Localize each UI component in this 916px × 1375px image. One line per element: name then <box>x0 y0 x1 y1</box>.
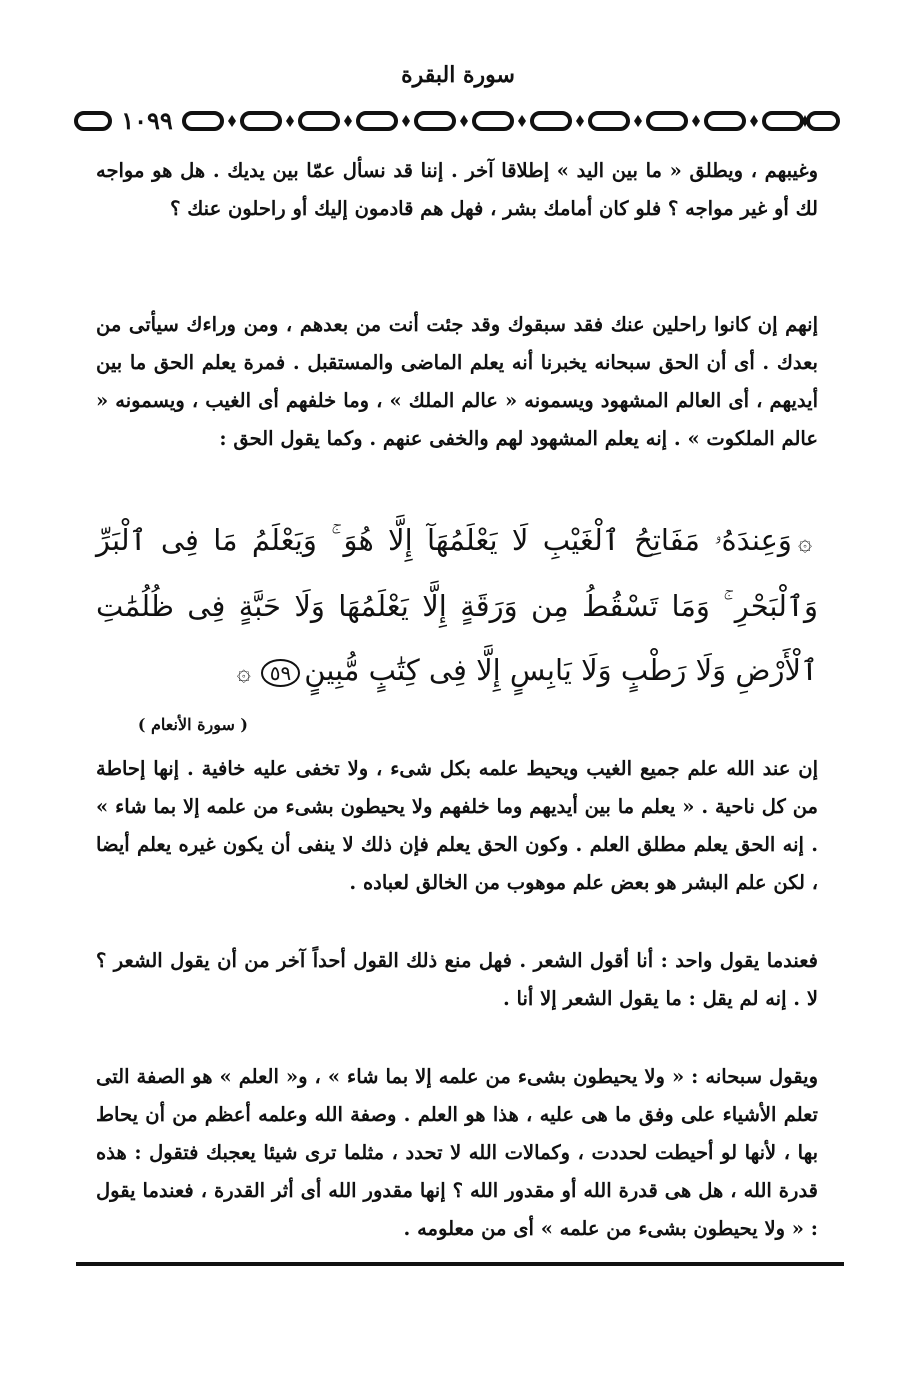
verse-close-ornament: ۞ <box>236 658 251 686</box>
paragraph-2: إنهم إن كانوا راحلين عنك فقد سبقوك وقد جئت أنت من بعدهم ، ومن وراءك سيأتى من بعدك . أى أن الحق سبحانه يخبرنا أنه يعلم الماضى والمستقبل . فمرة يعلم الحق ما بين أيديهم ، أى العالم المشهود ويسمونه « عالم الملك » ، وما خلفهم أى الغيب ، ويسمونه « عالم الملكوت » . إنه يعلم المشهود لهم والخفى عنهم . وكما يقول الحق : <box>96 313 818 450</box>
paragraph-1: وغيبهم ، ويطلق « ما بين اليد » إطلاقا آخر . إننا قد نسأل عمّا بين يديك . هل هو مواجه لك أو غير مواجه ؟ فلو كان أمامك بشر ، فهل هم قادمون إليك أو راحلون عنك ؟ <box>96 159 818 220</box>
verse-text: وَعِندَهُۥ مَفَاتِحُ ٱلْغَيْبِ لَا يَعْلَمُهَآ إِلَّا هُوَ ۚ وَيَعْلَمُ مَا فِى ٱلْبَرِّ وَٱلْبَحْرِ ۚ وَمَا تَسْقُطُ مِن وَرَقَةٍ إِلَّا يَعْلَمُهَا وَلَا حَبَّةٍ فِى ظُلُمَٰتِ ٱلْأَرْضِ وَلَا رَطْبٍ وَلَا يَابِسٍ إِلَّا فِى كِتَٰبٍ مُّبِينٍ <box>96 523 818 687</box>
paragraph-3: إن عند الله علم جميع الغيب ويحيط علمه بكل شىء ، ولا تخفى عليه خافية . إنها إحاطة من كل ناحية . « يعلم ما بين أيديهم وما خلفهم ولا يحيطون بشىء من علمه إلا بما شاء » . إنه الحق يعلم مطلق العلم . وكون الحق يعلم فإن ذلك لا ينفى أن يكون غيره يعلم أيضا ، لكن علم البشر هو بعض علم موهوب من الخالق لعباده . <box>96 757 818 894</box>
header-ornament-border <box>72 104 842 138</box>
page-number: ١٠٩٩ <box>112 104 182 138</box>
quran-verse <box>96 508 818 705</box>
footer-rule <box>76 1262 844 1266</box>
surah-reference: ( سورة الأنعام ) <box>137 715 248 734</box>
verse-open-ornament: ۞ <box>797 528 812 556</box>
paragraph-5: ويقول سبحانه : « ولا يحيطون بشىء من علمه إلا بما شاء » ، و« العلم » هو الصفة التى تعلم الأشياء على وفق ما هى عليه ، هذا هو العلم . وصفة الله وعلمه أعظم من أن يحاط بها ، لأنها لو أحيطت لحددت ، وكمالات الله لا تحدد ، مثلما ترى شيئا يعجبك فتقول : هذه قدرة الله ، هل هى قدرة الله أو مقدور الله ؟ إنها مقدور الله أى أثر القدرة ، فعندما يقول : « ولا يحيطون بشىء من علمه » أى من معلومه . <box>96 1065 818 1240</box>
surah-title: سورة البقرة <box>401 62 515 88</box>
ayah-number-marker: ٥٩ <box>261 659 300 687</box>
paragraph-4: فعندما يقول واحد : أنا أقول الشعر . فهل منع ذلك القول أحداً آخر من أن يقول الشعر ؟ لا . إنه لم يقل : ما يقول الشعر إلا أنا . <box>96 949 818 1010</box>
